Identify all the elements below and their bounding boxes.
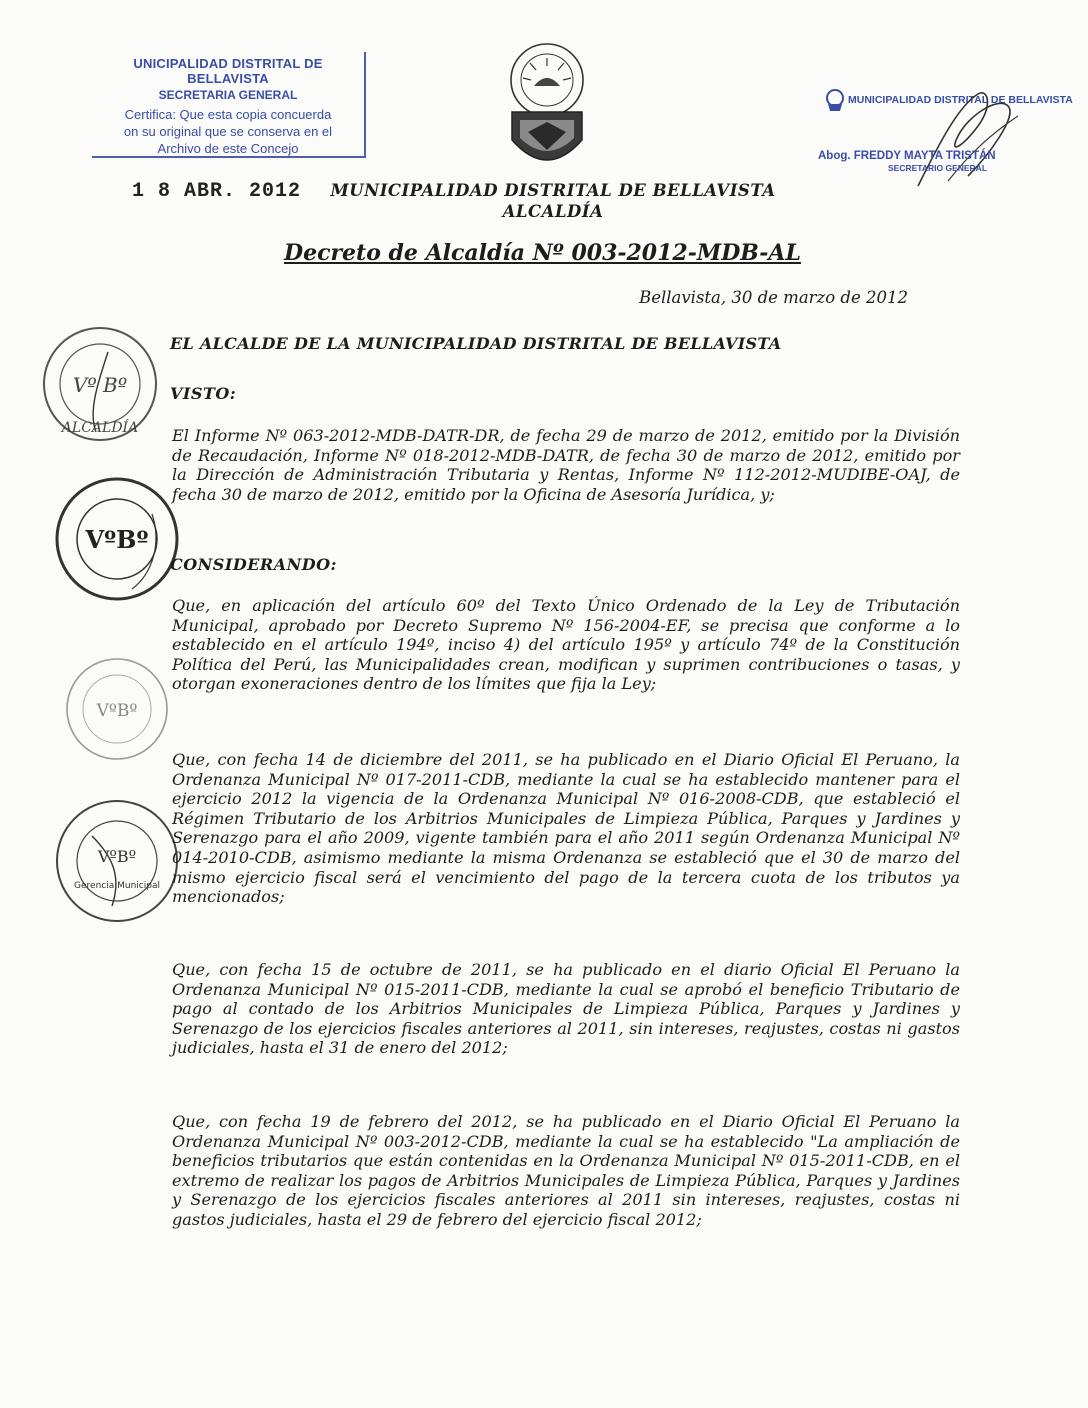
visto-heading: VISTO:	[170, 384, 237, 403]
cert-line-2: SECRETARIA GENERAL	[158, 88, 298, 102]
visto-paragraph: El Informe Nº 063-2012-MDB-DATR-DR, de fecha 29 de marzo de 2012, emitido por la División de Recaudación, Informe Nº 018-2012-MDB-DATR, de fecha 30 de marzo de 2012, emitido por la Dirección de Administración Tributaria y Rentas, Informe Nº 112-2012-MUDIBE-OAJ, de fecha 30 de marzo de 2012, emitido por la Oficina de Asesoría Jurídica, y;	[172, 426, 960, 504]
considerando-paragraph-4: Que, con fecha 19 de febrero del 2012, se ha publicado en el Diario Oficial El Peruano la Ordenanza Municipal Nº 003-2012-CDB, mediante la cual se ha establecido "La ampliación de beneficios tributarios que están contenidas en la Ordenanza Municipal Nº 015-2011-CDB, en el extremo de realizar los pagos de Arbitrios Municipales de Limpieza Pública, Parques y Jardines y Serenazgo de los ejercicios fiscales anteriores al 2011 sin intereses, reajustes, costas ni gastos judiciales, hasta el 29 de febrero del ejercicio fiscal 2012;	[172, 1112, 960, 1229]
cert-line-3: Certifica: Que esta copia concuerda	[124, 107, 332, 122]
vobo-seal-4	[52, 796, 182, 926]
secretary-stamp	[818, 86, 1073, 196]
alcaldia-vobo-seal	[38, 322, 162, 446]
secretary-name: Abog. FREDDY MAYTA TRISTÁN	[818, 150, 996, 162]
seal-2-vb: VºBº	[85, 525, 149, 554]
handwritten-signature	[908, 86, 1028, 196]
considerando-paragraph-2: Que, con fecha 14 de diciembre del 2011, se ha publicado en el Diario Oficial El Peruano, la Ordenanza Municipal Nº 017-2011-CDB, mediante la cual se ha establecido mantener para el ejercicio 2012 la vigencia de la Ordenanza Municipal Nº 016-2008-CDB, que estableció el Régimen Tributario de los Arbitrios Municipales de Limpieza Pública, Parques y Jardines y Serenazgo para el año 2009, vigente también para el año 2011 según Ordenanza Municipal Nº 014-2010-CDB, asimismo mediante la misma Ordenanza se estableció que el 30 de marzo del mismo ejercicio fiscal será el vencimiento del pago de la tercera cuota de los tributos ya mencionados;	[172, 750, 960, 907]
cert-line-5: Archivo de este Concejo	[157, 141, 299, 156]
considerando-paragraph-1: Que, en aplicación del artículo 60º del Texto Único Ordenado de la Ley de Tributación Municipal, aprobado por Decreto Supremo Nº 156-2004-EF, se precisa que conforme a lo establecido en el artículo 194º, inciso 4) del artículo 195º y artículo 74º de la Constitución Política del Perú, las Municipalidades crean, modifican y suprimen contribuciones o tasas, y otorgan exoneraciones dentro de los límites que fija la Ley;	[172, 596, 960, 694]
stamp-emblem-icon	[824, 88, 846, 112]
certification-stamp	[92, 52, 366, 158]
seal-4-label: Gerencia Municipal	[74, 881, 160, 891]
document-header	[318, 180, 788, 222]
header-municipality: MUNICIPALIDAD DISTRITAL DE BELLAVISTA	[330, 181, 776, 200]
cert-line-1: UNICIPALIDAD DISTRITAL DE BELLAVISTA	[133, 56, 323, 86]
vobo-seal-3	[62, 654, 172, 764]
mayor-heading: EL ALCALDE DE LA MUNICIPALIDAD DISTRITAL DE BELLAVISTA	[170, 334, 782, 353]
header-office: ALCALDÍA	[502, 202, 604, 221]
cert-line-4: on su original que se conserva en el	[123, 124, 333, 139]
seal-4-vb: VºBº	[97, 847, 137, 866]
considerando-heading: CONSIDERANDO:	[170, 555, 337, 574]
considerando-paragraph-3: Que, con fecha 15 de octubre de 2011, se ha publicado en el diario Oficial El Peruano la Ordenanza Municipal Nº 015-2011-CDB, mediante la cual se aprobó el beneficio Tributario de pago al contado de los Arbitrios Municipales de Limpieza Pública, Parques y Jardines y Serenazgo de los ejercicios fiscales anteriores al 2011, sin intereses, reajustes, costas ni gastos judiciales, hasta el 31 de enero del 2012;	[172, 960, 960, 1058]
alcaldia-seal-vb: Vº Bº	[72, 373, 128, 397]
secretary-role: SECRETARIO GENERAL	[888, 163, 988, 173]
received-date-stamp: 1 8 ABR. 2012	[132, 180, 302, 203]
seal-3-vb: VºBº	[96, 701, 138, 721]
place-date: Bellavista, 30 de marzo de 2012	[639, 288, 908, 307]
decree-title: Decreto de Alcaldía Nº 003-2012-MDB-AL	[284, 240, 801, 266]
secretary-stamp-municipality: MUNICIPALIDAD DISTRITAL DE BELLAVISTA	[848, 94, 1073, 106]
municipal-crest-logo	[498, 40, 596, 178]
alcaldia-seal-label: ALCALDÍA	[61, 420, 139, 436]
vobo-seal-2	[52, 474, 182, 604]
